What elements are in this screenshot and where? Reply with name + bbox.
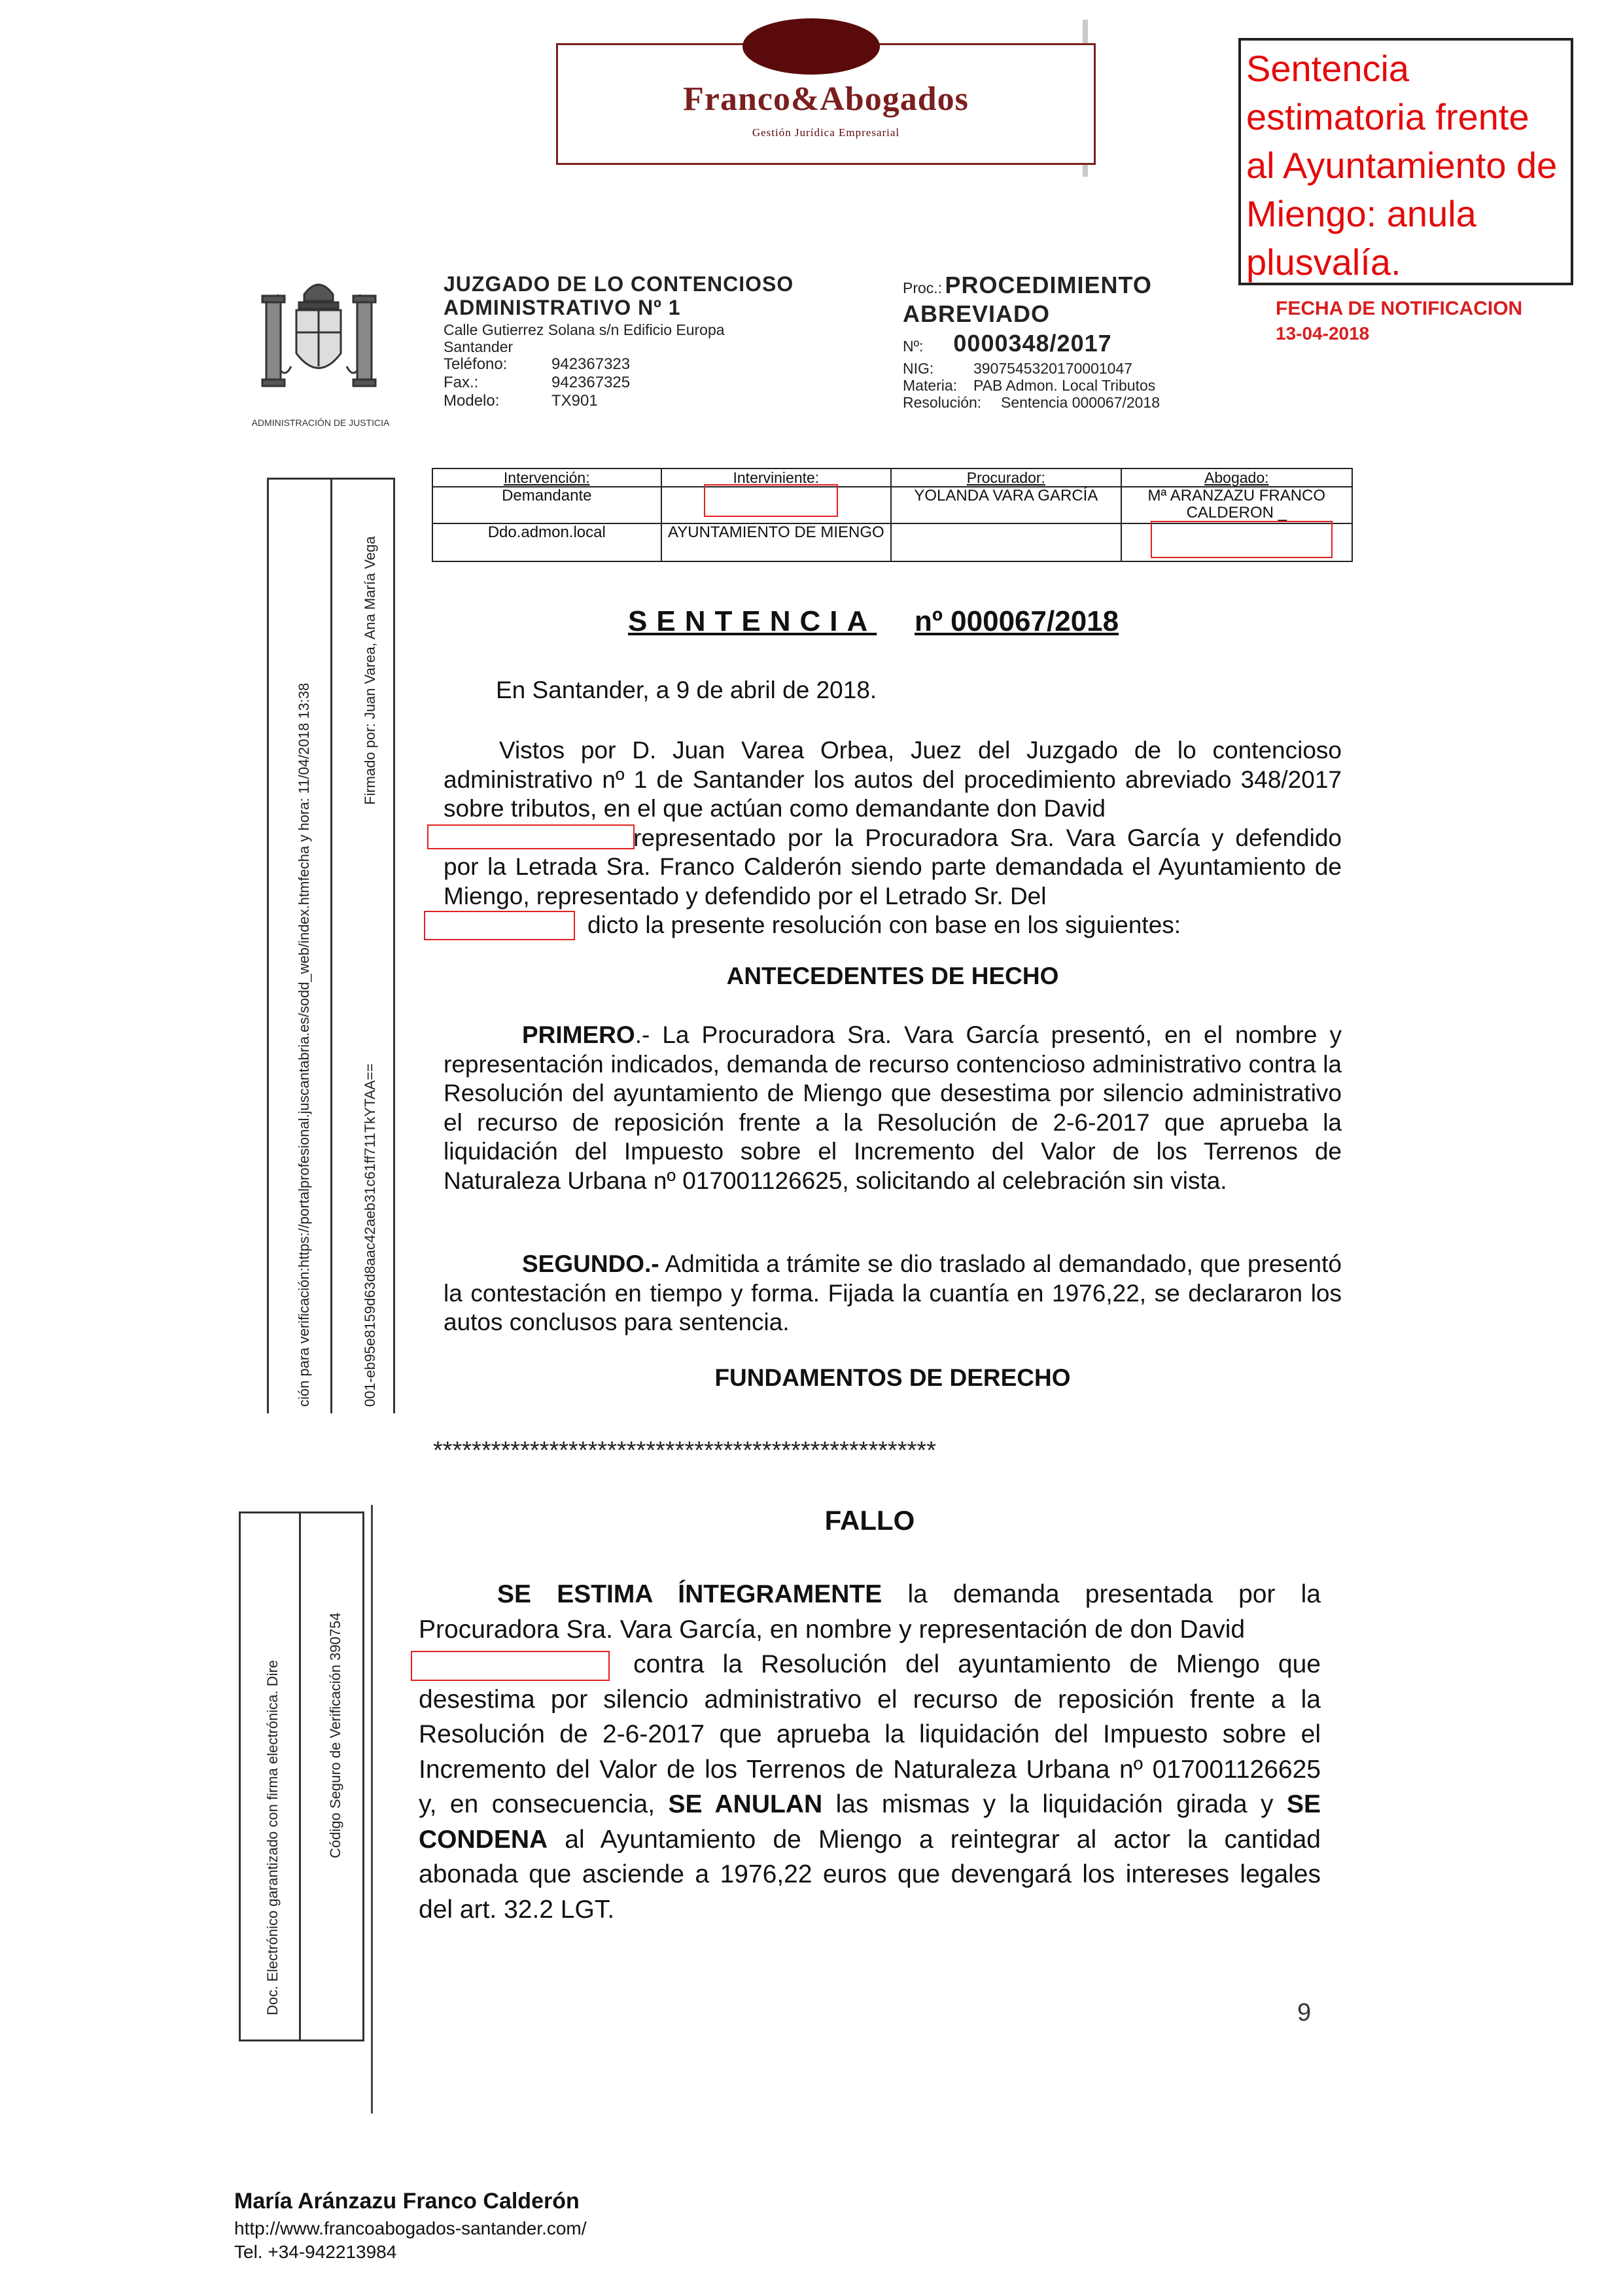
verification-code-text: 001-eb95e8159d63d8aac42aeb31c61ff711TkYTAA== <box>362 1063 378 1407</box>
procedure-resolucion: Resolución: Sentencia 000067/2018 <box>903 394 1160 411</box>
fundamentos-heading: FUNDAMENTOS DE DERECHO <box>714 1364 1071 1391</box>
logo-emblem-icon <box>742 18 880 75</box>
summary-callout <box>1238 38 1573 285</box>
table-header-row <box>432 468 1352 487</box>
secure-code-text: Código Seguro de Verificación 390754 <box>327 1612 343 1858</box>
emblem-label: ADMINISTRACIÓN DE JUSTICIA <box>251 417 390 428</box>
court-address <box>444 321 725 410</box>
redaction-box <box>427 824 635 849</box>
footer-name: María Aránzazu Franco Calderón <box>234 2189 580 2214</box>
table-cell <box>891 523 1121 561</box>
redaction-box <box>1151 521 1333 558</box>
table-cell: Ddo.admon.local <box>432 523 661 561</box>
table-cell: AYUNTAMIENTO DE MIENGO <box>661 523 892 561</box>
fallo-heading: FALLO <box>824 1505 915 1536</box>
court-phone: Teléfono: 942367323 <box>444 355 631 373</box>
sentencia-title: SENTENCIA <box>628 605 877 637</box>
fallo-lead: SE ESTIMA ÍNTEGRAMENTE <box>497 1580 882 1608</box>
fallo-condena: SE CONDENA <box>419 1790 1321 1854</box>
procedure-nig: NIG: 3907545320170001047 <box>903 360 1133 377</box>
table-cell: YOLANDA VARA GARCÍA <box>891 487 1121 523</box>
primero-paragraph: PRIMERO.- La Procuradora Sra. Vara García presentó, en el nombre y representación indicados, demanda de recurso contencioso administrativo contra la Resolución del ayuntamiento de Miengo que desestima por silencio administrativo el recurso de reposición frente a la Resolución de 2-6-2017 que aprueba la liquidación del Impuesto sobre el Incremento del Valor de los Terrenos de Naturaleza Urbana nº 017001126625, solicitando al celebración sin vista. <box>444 1021 1342 1194</box>
table-header-cell: Intervención: <box>432 468 661 487</box>
coat-of-arms-icon <box>252 268 386 432</box>
footer-website-link[interactable]: http://www.francoabogados-santander.com/ <box>234 2218 587 2238</box>
segundo-paragraph: SEGUNDO.- Admitida a trámite se dio traslado al demandado, que presentó la contestación en tiempo y forma. Fijada la cuantía en 1976,22, se declararon los autos conclusos para sentencia. <box>444 1250 1342 1335</box>
procedure-prefix: Proc.: <box>903 279 943 296</box>
table-cell: Mª ARANZAZU FRANCO CALDERON _ <box>1121 487 1352 523</box>
court-name-line2: ADMINISTRATIVO Nº 1 <box>444 296 681 319</box>
margin-line <box>371 1505 373 2113</box>
fallo-anulan: SE ANULAN <box>668 1790 823 1818</box>
table-header-cell: Procurador: <box>891 468 1121 487</box>
court-model: Modelo: TX901 <box>444 392 598 410</box>
summary-text: Sentencia estimatoria frente al Ayuntamiento de Miengo: anula plusvalía. <box>1246 48 1567 283</box>
procedure-materia: Materia: PAB Admon. Local Tributos <box>903 377 1156 394</box>
procedure-title-line2: ABREVIADO <box>903 300 1051 327</box>
signed-by-text: Firmado por: Juan Varea, Ana María Vega <box>362 536 378 805</box>
procedure-details <box>903 360 1160 411</box>
signature-stamp-frame-lower <box>239 1511 364 2041</box>
signature-stamp-divider-lower <box>299 1511 301 2041</box>
court-address-line1: Calle Gutierrez Solana s/n Edificio Europa <box>444 321 725 338</box>
fallo-paragraph: SE ESTIMA ÍNTEGRAMENTE la demanda presentada por la Procuradora Sra. Vara García, en nombre y representación de don David contra la Resolución del ayuntamiento de Miengo que desestima por silencio administrativo el recurso de reposición frente a la Resolución de 2-6-2017 que aprueba la liquidación del Impuesto sobre el Incremento del Valor de los Terrenos de Naturaleza Urbana nº 017001126625 y, en consecuencia, SE ANULAN las mismas y la liquidación girada y SE CONDENA al Ayuntamiento de Miengo a reintegrar al actor la cantidad abonada que asciende a 1976,22 euros que devengará los intereses legales del art. 32.2 LGT. <box>419 1580 1321 1924</box>
sentencia-number: nº 000067/2018 <box>915 605 1119 637</box>
antecedentes-heading: ANTECEDENTES DE HECHO <box>726 963 1059 989</box>
section-separator: **************************************************** <box>433 1437 936 1464</box>
procedure-number-value: 0000348/2017 <box>953 330 1112 357</box>
signature-stamp-divider <box>330 478 332 1413</box>
intro-paragraph: Vistos por D. Juan Varea Orbea, Juez del Juzgado de lo contencioso administrativo nº 1 de Santander los autos del procedimiento abreviado 348/2017 sobre tributos, en el que actúan como demandante don David representado por la Procuradora Sra. Vara García y defendido por la Letrada Sra. Franco Calderón siendo parte demandada el Ayuntamiento de Miengo, representado y defendido por el Letrado Sr. Del dicto la presente resolución con base en los siguientes: <box>444 737 1342 938</box>
court-fax: Fax.: 942367325 <box>444 374 631 391</box>
notification-date: 13-04-2018 <box>1276 323 1370 344</box>
redaction-box <box>704 484 838 517</box>
primero-label: PRIMERO <box>522 1021 635 1048</box>
logo-name: Franco&Abogados <box>683 80 969 118</box>
procedure-number: Nº: 0000348/2017 <box>903 330 1112 357</box>
court-address-line2: Santander <box>444 338 514 355</box>
verification-url-text: ción para verificación:https://portalprofesional.juscantabria.es/sodd_web/index.htmfecha y hora: 11/04/2018 13:38 <box>296 682 312 1407</box>
redaction-box <box>424 911 575 940</box>
court-name <box>444 272 794 319</box>
table-row <box>432 487 1352 523</box>
notification-label: FECHA DE NOTIFICACION <box>1276 298 1523 319</box>
redaction-box <box>411 1651 610 1681</box>
table-header-cell: Interviniente: <box>661 468 892 487</box>
footer-phone: Tel. +34-942213984 <box>234 2242 397 2262</box>
electronic-doc-text: Doc. Electrónico garantizado con firma electrónica. Dire <box>264 1660 281 2015</box>
logo-tagline: Gestión Jurídica Empresarial <box>752 126 900 139</box>
court-name-line1: JUZGADO DE LO CONTENCIOSO <box>444 272 794 296</box>
page-number: 9 <box>1297 1999 1312 2026</box>
procedure-title-line1: PROCEDIMIENTO <box>945 272 1152 298</box>
place-date: En Santander, a 9 de abril de 2018. <box>496 677 877 703</box>
table-cell: Demandante <box>432 487 661 523</box>
table-header-cell: Abogado: <box>1121 468 1352 487</box>
segundo-label: SEGUNDO.- <box>522 1250 659 1277</box>
procedure-title <box>903 274 1243 331</box>
